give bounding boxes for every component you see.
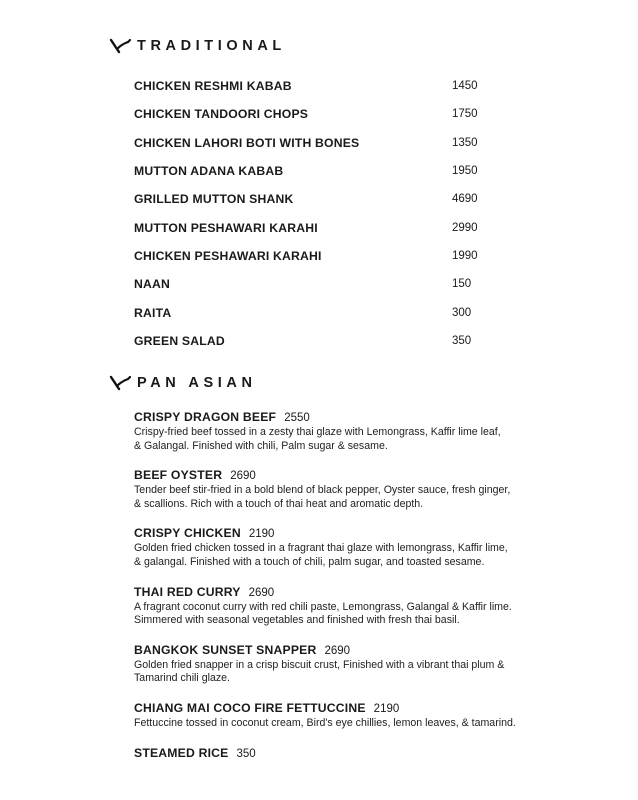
item-price: 1990: [452, 249, 478, 262]
section-title: PAN ASIAN: [137, 375, 257, 391]
menu-item: [134, 270, 534, 298]
pan-asian-menu-list: [134, 410, 574, 777]
section-title: TRADITIONAL: [137, 38, 286, 54]
item-description: Golden fried chicken tossed in a fragrant thai glaze with lemongrass, Kaffir lime,: [134, 542, 508, 555]
item-description: & Galangal. Finished with chili, Palm sugar & sesame.: [134, 439, 388, 452]
menu-item: [134, 327, 534, 355]
item-description: Golden fried snapper in a crisp biscuit crust, Finished with a vibrant thai plum &: [134, 658, 505, 671]
menu-item: [134, 298, 534, 326]
item-description: Fettuccine tossed in coconut cream, Bird's eye chillies, lemon leaves, & tamarind.: [134, 716, 516, 729]
menu-item: [134, 585, 574, 628]
item-price: 1750: [452, 108, 478, 121]
crossed-utensils-icon: [109, 375, 131, 391]
menu-item: [134, 242, 534, 270]
item-price: 2190: [373, 702, 400, 715]
item-price: 2690: [230, 470, 256, 483]
item-description: Crispy-fried beef tossed in a zesty thai glaze with Lemongrass, Kaffir lime leaf,: [134, 426, 501, 438]
item-price: 150: [452, 278, 472, 291]
item-price: 1450: [452, 80, 478, 93]
item-price: 1350: [452, 136, 478, 149]
traditional-menu-list: [134, 72, 534, 355]
item-price: 350: [236, 747, 256, 760]
menu-item: [134, 213, 534, 241]
item-name: GRILLED MUTTON SHANK: [134, 192, 294, 207]
menu-item: [134, 100, 534, 128]
item-name: STEAMED RICE: [134, 745, 229, 760]
item-name: CHICKEN TANDOORI CHOPS: [134, 107, 309, 122]
item-name: CHIANG MAI COCO FIRE FETTUCCINE: [134, 700, 366, 715]
item-name: NAAN: [134, 277, 171, 292]
crossed-utensils-icon: [109, 38, 131, 54]
item-name: CHICKEN RESHMI KABAB: [134, 79, 292, 94]
item-name: MUTTON PESHAWARI KARAHI: [134, 220, 318, 235]
item-price: 1950: [452, 165, 478, 178]
menu-item: [134, 185, 534, 213]
menu-item: [134, 643, 574, 686]
menu-item: [134, 129, 534, 157]
item-description: A fragrant coconut curry with red chili paste, Lemongrass, Galangal & Kaffir lime.: [134, 600, 512, 613]
menu-item: [134, 526, 574, 569]
section-header-pan-asian: [109, 375, 257, 391]
item-name: THAI RED CURRY: [134, 584, 241, 599]
menu-item: [134, 72, 534, 100]
item-price: 2190: [248, 528, 275, 541]
section-header-traditional: [109, 38, 286, 54]
item-price: 4690: [452, 193, 478, 206]
item-name: CRISPY CHICKEN: [134, 526, 241, 541]
menu-item: [134, 746, 574, 762]
item-price: 2690: [248, 586, 275, 599]
item-price: 300: [452, 306, 472, 319]
item-description: Tamarind chili glaze.: [134, 672, 230, 685]
item-name: CHICKEN LAHORI BOTI WITH BONES: [134, 135, 360, 150]
menu-item: [134, 701, 574, 731]
item-description: & galangal. Finished with a touch of chili, palm sugar, and toasted sesame.: [134, 555, 485, 568]
item-price: 2990: [452, 221, 478, 234]
item-name: BEEF OYSTER: [134, 468, 223, 483]
menu-item: [134, 468, 574, 511]
menu-item: [134, 410, 574, 453]
item-price: 350: [452, 334, 472, 347]
item-price: 2550: [284, 412, 310, 424]
item-name: BANGKOK SUNSET SNAPPER: [134, 642, 317, 657]
item-description: & scallions. Rich with a touch of thai heat and aromatic depth.: [134, 497, 424, 510]
item-name: MUTTON ADANA KABAB: [134, 164, 284, 179]
item-description: Tender beef stir-fried in a bold blend of black pepper, Oyster sauce, fresh ginger,: [134, 484, 511, 497]
item-name: CRISPY DRAGON BEEF: [134, 410, 277, 424]
item-name: CHICKEN PESHAWARI KARAHI: [134, 248, 322, 263]
item-name: GREEN SALAD: [134, 333, 225, 348]
item-price: 2690: [324, 644, 351, 657]
item-description: Simmered with seasonal vegetables and finished with fresh thai basil.: [134, 614, 460, 627]
item-name: RAITA: [134, 305, 172, 320]
menu-item: [134, 157, 534, 185]
